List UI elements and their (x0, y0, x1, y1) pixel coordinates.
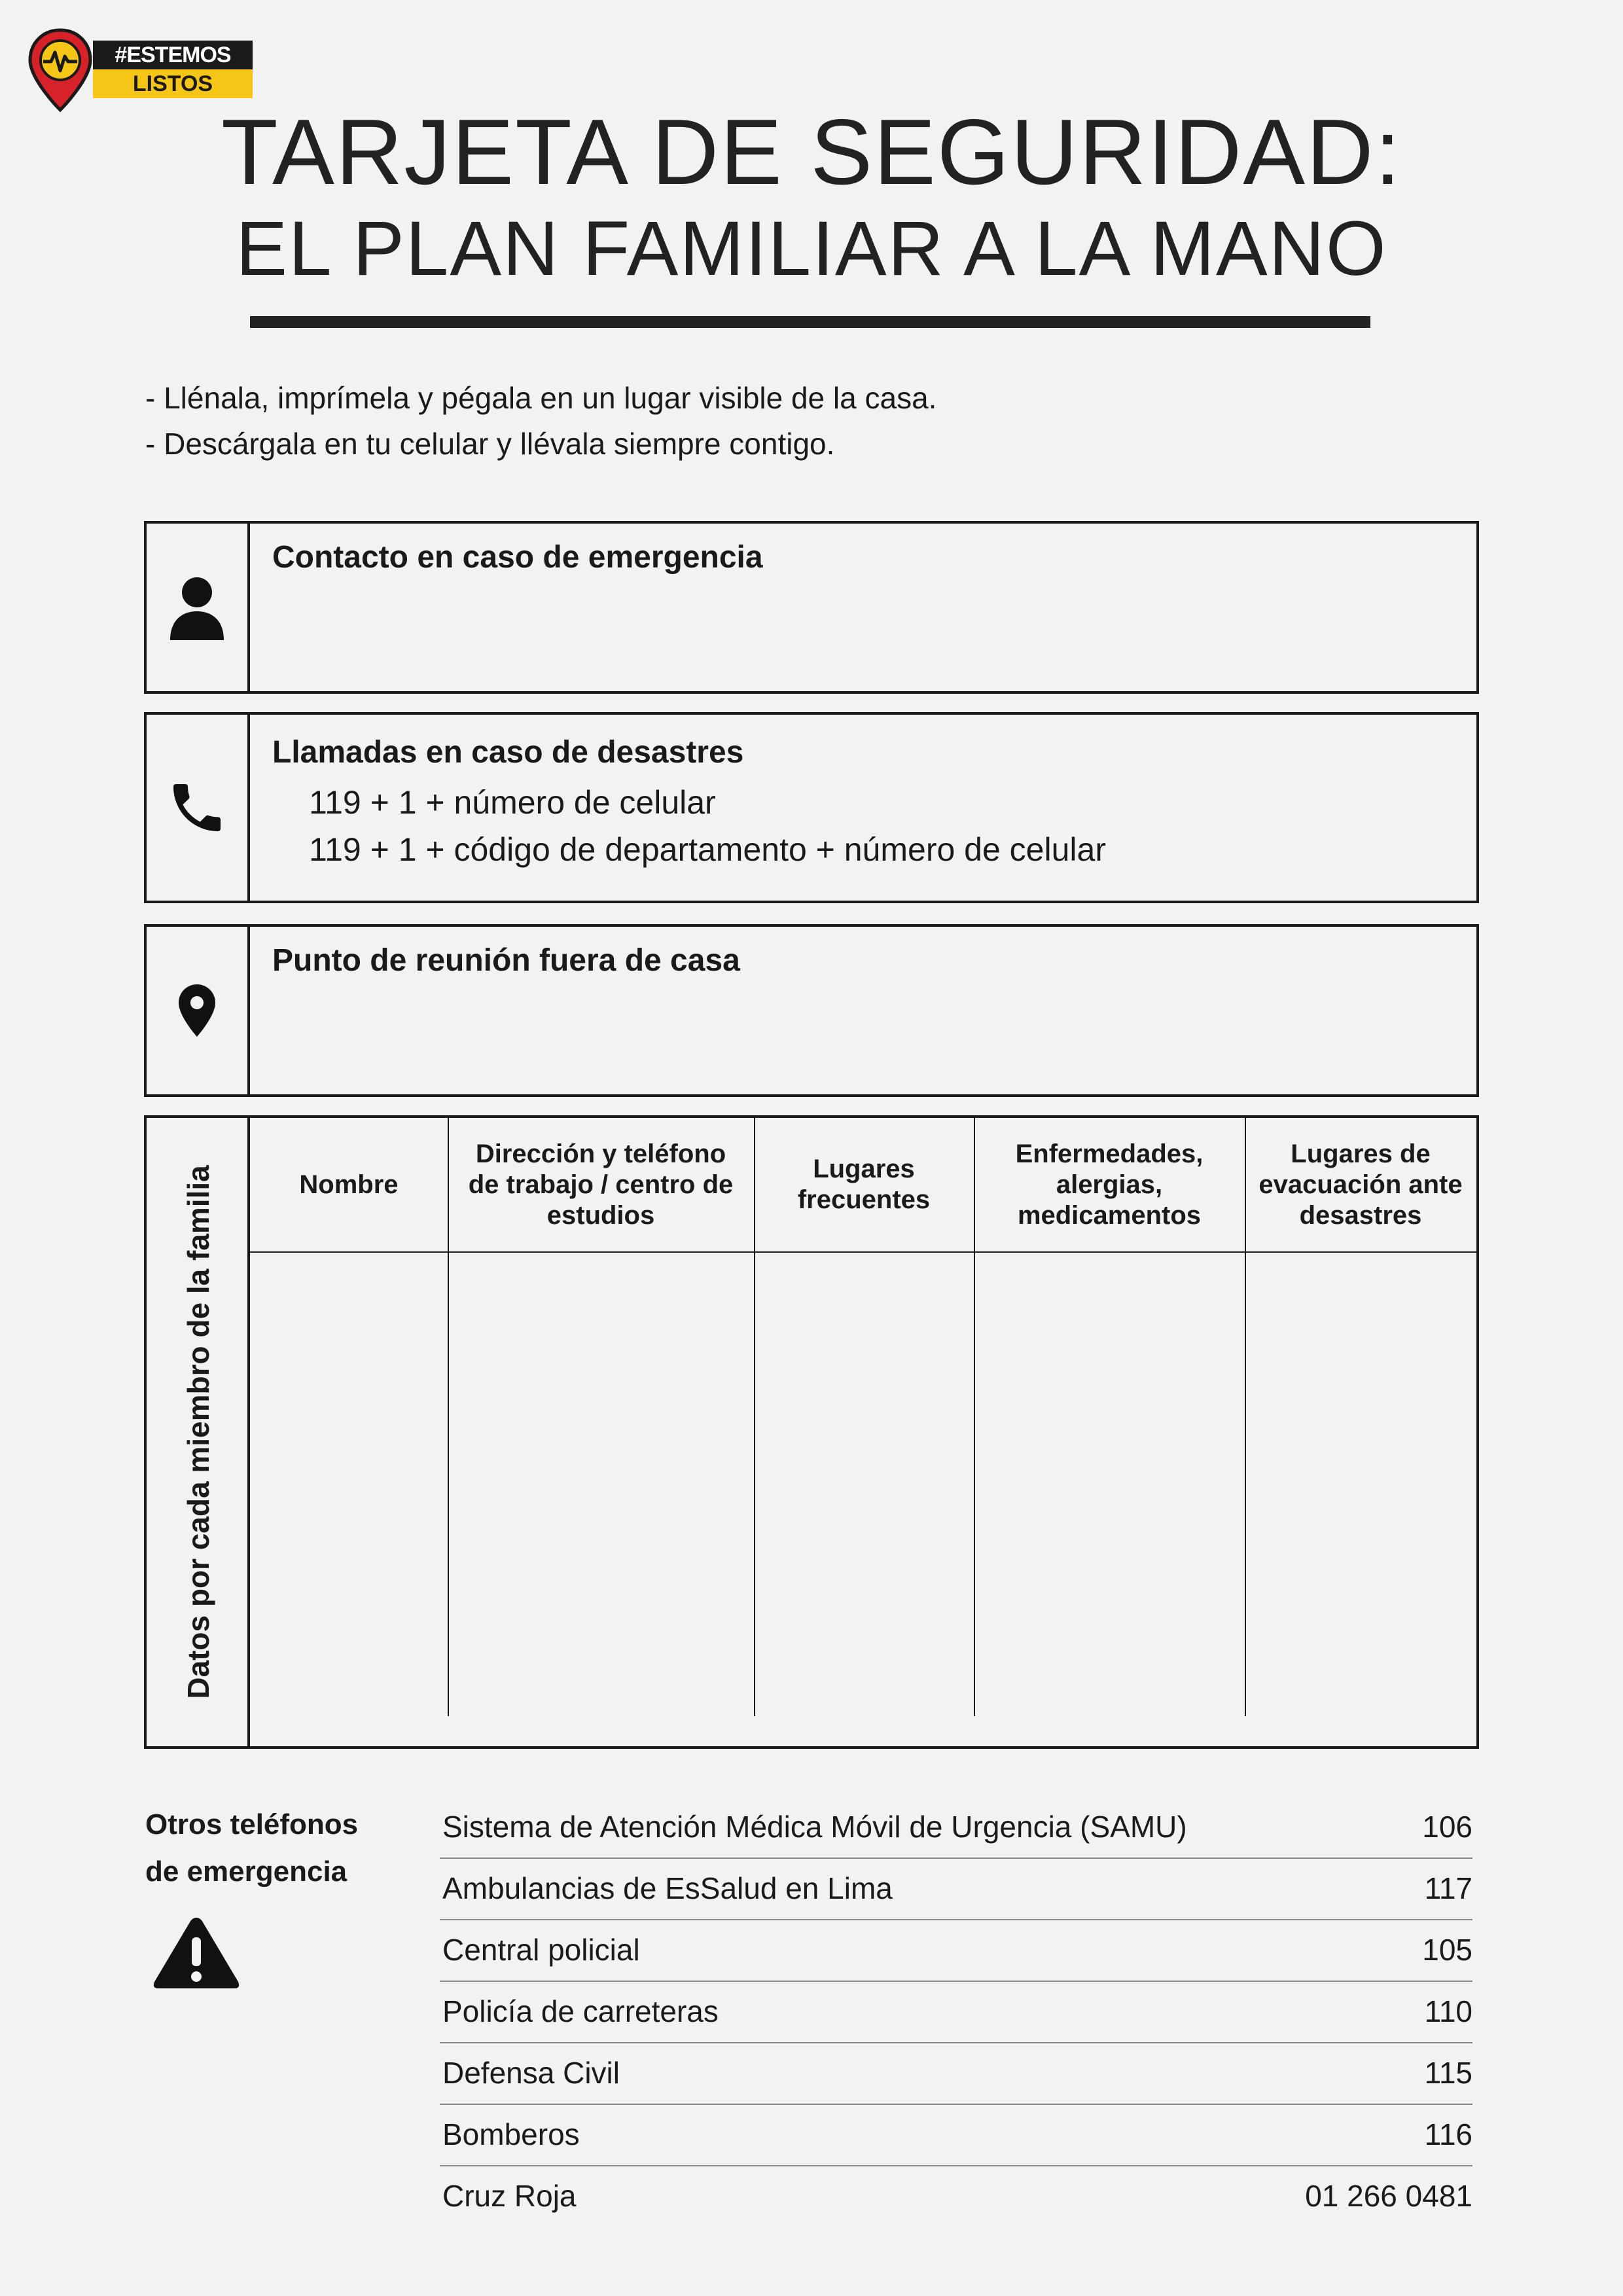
phone-row-bomberos (440, 2104, 1472, 2165)
emergency-contact-title: Contacto en caso de emergencia (272, 540, 763, 575)
column-header-direccion: Dirección y teléfono de trabajo / centro de estudios (468, 1139, 734, 1230)
phone-name: Policía de carreteras (442, 1994, 719, 2028)
phone-number: 106 (1422, 1810, 1472, 1844)
phone-row-essalud (440, 1857, 1472, 1919)
table-header-divider (250, 1251, 1476, 1253)
disaster-calls-title: Llamadas en caso de desastres (272, 735, 744, 770)
phone-row-defensa-civil (440, 2042, 1472, 2104)
phone-name: Sistema de Atención Médica Móvil de Urgencia (SAMU) (442, 1810, 1187, 1844)
phone-number: 117 (1424, 1871, 1472, 1905)
phone-name: Ambulancias de EsSalud en Lima (442, 1871, 893, 1905)
phone-name: Cruz Roja (442, 2179, 577, 2213)
column-header-enfermedades: Enfermedades, alergias, medicamentos (1015, 1139, 1204, 1230)
phone-icon (166, 776, 228, 839)
logo-text-estemos: #ESTEMOS (93, 41, 253, 69)
emergency-contact-icon-cell (147, 524, 250, 691)
phone-row-cruz-roja (440, 2165, 1472, 2227)
phone-number: 115 (1424, 2056, 1472, 2090)
logo-text-listos: LISTOS (93, 69, 253, 98)
meeting-point-section (144, 924, 1479, 1097)
column-divider (974, 1118, 975, 1716)
location-pin-icon (166, 979, 228, 1042)
other-phones-title-line-2: de emergencia (145, 1856, 348, 1888)
meeting-point-icon-cell (147, 927, 250, 1094)
column-header-nombre: Nombre (299, 1170, 399, 1199)
other-phones-title (145, 1801, 358, 1895)
disaster-call-line-2: 119 + 1 + código de departamento + número de celular (309, 831, 1106, 868)
phone-number: 116 (1424, 2117, 1472, 2151)
phone-row-policia-carreteras (440, 1981, 1472, 2042)
instruction-print: - Llénala, imprímela y pégala en un lugar visible de la casa. (145, 381, 937, 415)
family-table-side-label-cell (147, 1118, 250, 1746)
phone-row-samu (440, 1796, 1472, 1857)
phone-row-central-policial (440, 1919, 1472, 1981)
page-title: TARJETA DE SEGURIDAD: (221, 100, 1402, 204)
phone-name: Bomberos (442, 2117, 580, 2151)
phone-number: 01 266 0481 (1305, 2179, 1472, 2213)
column-header-evacuacion: Lugares de evacuación ante desastres (1258, 1139, 1463, 1230)
column-divider (1245, 1118, 1246, 1716)
phone-name: Central policial (442, 1933, 640, 1967)
instruction-download: - Descárgala en tu celular y llévala siempre contigo. (145, 427, 835, 461)
title-divider (250, 316, 1370, 328)
column-divider (448, 1118, 449, 1716)
meeting-point-title: Punto de reunión fuera de casa (272, 943, 740, 978)
page-subtitle: EL PLAN FAMILIAR A LA MANO (236, 206, 1387, 292)
column-divider (754, 1118, 755, 1716)
emergency-contact-section (144, 521, 1479, 694)
phone-number: 105 (1422, 1933, 1472, 1967)
person-icon (168, 575, 226, 640)
phone-name: Defensa Civil (442, 2056, 620, 2090)
column-header-lugares-frecuentes: Lugares frecuentes (797, 1155, 931, 1214)
family-members-table (144, 1115, 1479, 1749)
warning-icon (151, 1914, 242, 1992)
disaster-call-line-1: 119 + 1 + número de celular (309, 784, 716, 821)
family-table-side-label: Datos por cada miembro de la familia (181, 1165, 215, 1699)
disaster-calls-icon-cell (147, 715, 250, 901)
phone-number: 110 (1424, 1994, 1472, 2028)
disaster-calls-section (144, 712, 1479, 903)
other-phones-title-line-1: Otros teléfonos (145, 1808, 359, 1840)
